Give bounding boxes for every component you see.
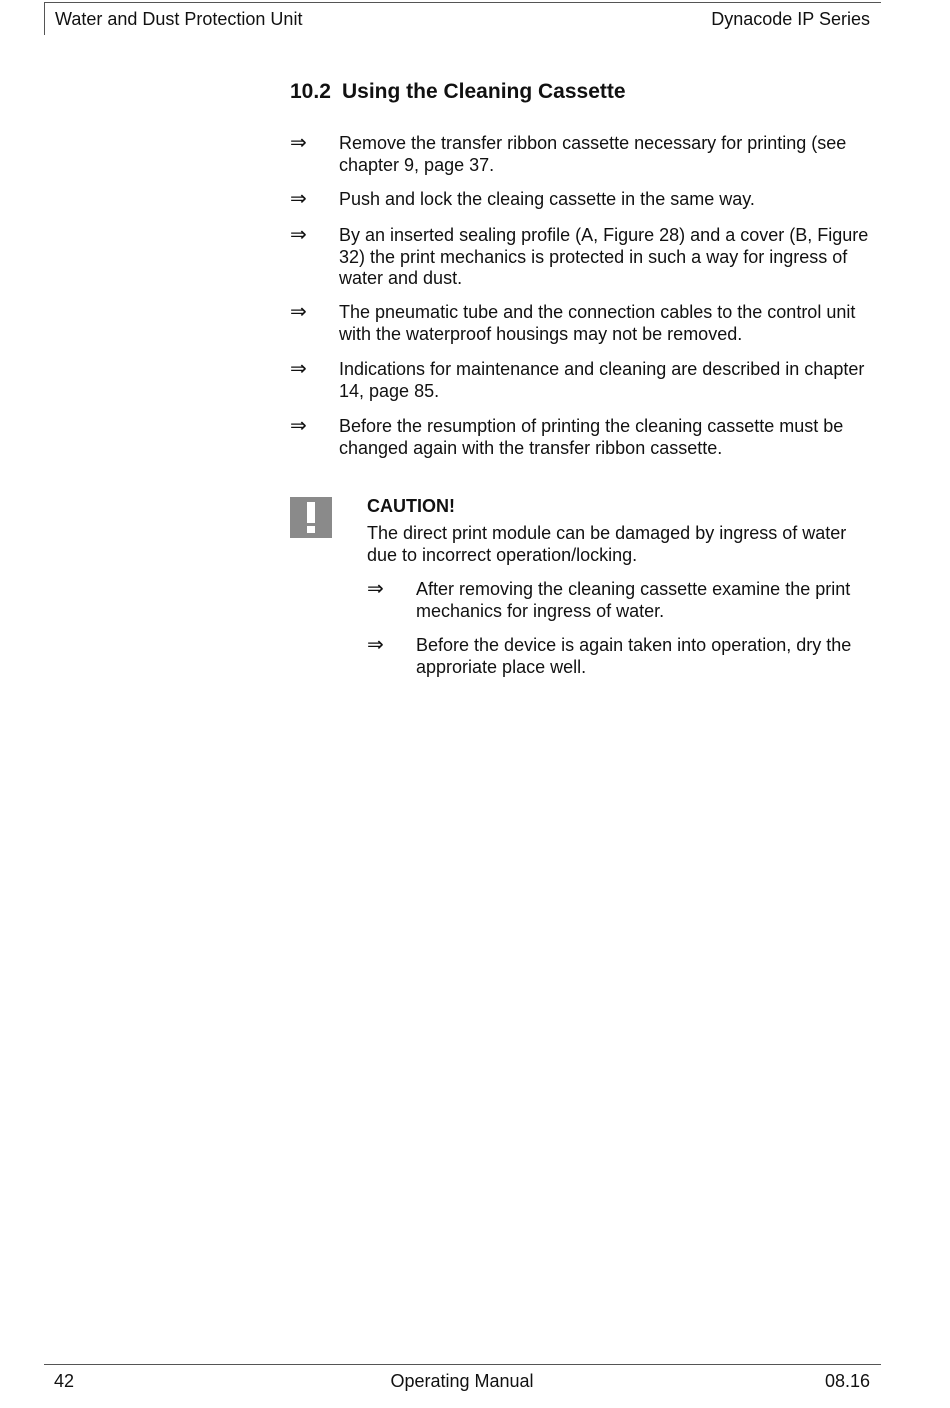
arrow-icon: ⇒ <box>290 301 307 323</box>
arrow-icon: ⇒ <box>367 634 384 656</box>
section-title <box>290 80 626 104</box>
arrow-icon: ⇒ <box>290 188 307 210</box>
step-text: By an inserted sealing profile (A, Figure 28) and a cover (B, Figure 32) the print mechanics is protected in such a way for ingress of water and dust. <box>339 225 869 288</box>
step-text: Push and lock the cleaing cassette in the same way. <box>339 189 755 209</box>
section-heading: Using the Cleaning Cassette <box>342 80 626 103</box>
exclamation-bar <box>307 502 315 523</box>
step-item <box>290 225 870 290</box>
caution-step-item <box>367 635 877 678</box>
page-number: 42 <box>54 1371 75 1391</box>
step-item <box>290 302 870 345</box>
step-item <box>290 189 870 211</box>
step-item <box>290 416 870 459</box>
arrow-icon: ⇒ <box>290 415 307 437</box>
step-item <box>290 133 870 176</box>
header-right-title: Dynacode IP Series <box>711 9 870 29</box>
arrow-icon: ⇒ <box>290 224 307 246</box>
arrow-icon: ⇒ <box>367 578 384 600</box>
header-left-title: Water and Dust Protection Unit <box>55 9 303 29</box>
step-text: Remove the transfer ribbon cassette necessary for printing (see chapter 9, page 37. <box>339 133 847 175</box>
caution-step-text: Before the device is again taken into operation, dry the approriate place well. <box>416 635 852 677</box>
caution-step-item <box>367 579 877 622</box>
footer-divider <box>44 1364 881 1365</box>
page-header <box>44 2 881 35</box>
step-text: Indications for maintenance and cleaning are described in chapter 14, page 85. <box>339 359 865 401</box>
step-text: Before the resumption of printing the cleaning cassette must be changed again with the transfer ribbon cassette. <box>339 416 844 458</box>
caution-text: The direct print module can be damaged by ingress of water due to incorrect operation/locking. <box>367 523 847 565</box>
exclamation-dot <box>307 526 315 533</box>
step-text: The pneumatic tube and the connection cables to the control unit with the waterproof housings may not be removed. <box>339 302 856 344</box>
exclamation-icon <box>290 497 332 538</box>
caution-step-text: After removing the cleaning cassette examine the print mechanics for ingress of water. <box>416 579 851 621</box>
footer-title: Operating Manual <box>390 1371 534 1391</box>
section-number: 10.2 <box>290 80 331 103</box>
caution-title: CAUTION! <box>367 496 455 516</box>
footer-date: 08.16 <box>824 1371 870 1391</box>
arrow-icon: ⇒ <box>290 358 307 380</box>
arrow-icon: ⇒ <box>290 132 307 154</box>
step-item <box>290 359 870 402</box>
